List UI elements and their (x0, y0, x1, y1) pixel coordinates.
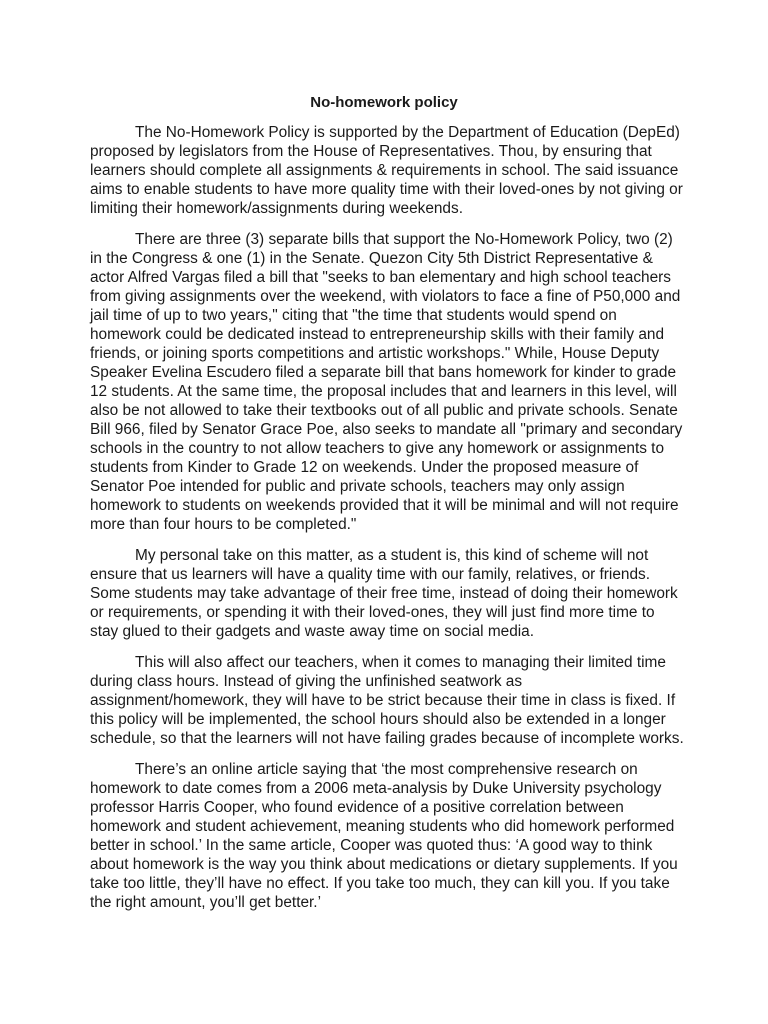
paragraph-intro: The No-Homework Policy is supported by the Department of Education (DepEd) proposed by legislators from the House of Representatives. Thou, by ensuring that learners should complete all assignments & requirements in school. The said issuance aims to enable students to have more quality time with their loved-ones by not giving or limiting their homework/assignments during weekends. (90, 124, 683, 217)
paragraph-bills: There are three (3) separate bills that support the No-Homework Policy, two (2) in the Congress & one (1) in the Senate. Quezon City 5th District Representative & actor Alfred Vargas filed a bill that "seeks to ban elementary and high school teachers from giving assignments over the weekend, with violators to face a fine of P50,000 and jail time of up to two years," citing that "the time that students would spend on homework could be dedicated instead to entrepreneurship skills with their family and friends, or joining sports competitions and artistic workshops." While, House Deputy Speaker Evelina Escudero filed a separate bill that bans homework for kinder to grade 12 students. At the same time, the proposal includes that and learners in this level, will also be not allowed to take their textbooks out of all public and private schools. Senate Bill 966, filed by Senator Grace Poe, also seeks to mandate all "primary and secondary schools in the country to not allow teachers to give any homework or assignments to students from Kinder to Grade 12 on weekends. Under the proposed measure of Senator Poe intended for public and private schools, teachers may only assign homework to students on weekends provided that it will be minimal and will not require more than four hours to be completed." (90, 231, 683, 533)
paragraph-teachers: This will also affect our teachers, when it comes to managing their limited time during class hours. Instead of giving the unfinished seatwork as assignment/homework, they will have to be strict because their time in class is fixed. If this policy will be implemented, the school hours should also be extended in a longer schedule, so that the learners will not have failing grades because of incomplete works. (90, 654, 684, 747)
document-body (90, 123, 684, 924)
paragraph-research: There’s an online article saying that ‘the most comprehensive research on homework to date comes from a 2006 meta-analysis by Duke University psychology professor Harris Cooper, who found evidence of a positive correlation between homework and student achievement, meaning students who did homework performed better in school.’ In the same article, Cooper was quoted thus: ‘A good way to think about homework is the way you think about medications or dietary supplements. If you take too little, they’ll have no effect. If you take too much, they can kill you. If you take the right amount, you’ll get better.’ (90, 761, 678, 911)
document-title: No-homework policy (310, 94, 458, 111)
paragraph-personal-take: My personal take on this matter, as a student is, this kind of scheme will not ensure that us learners will have a quality time with our family, relatives, or friends. Some students may take advantage of their free time, instead of doing their homework or requirements, or spending it with their loved-ones, they will just find more time to stay glued to their gadgets and waste away time on social media. (90, 547, 678, 640)
